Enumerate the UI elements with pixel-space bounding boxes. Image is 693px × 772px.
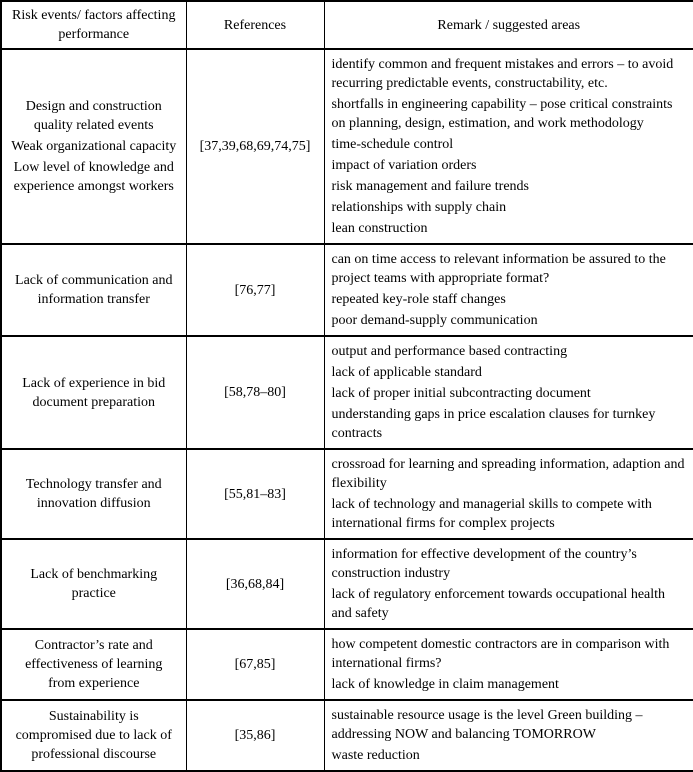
remark: how competent domestic contractors are in comparison with international firms?: [331, 637, 670, 671]
table-row: [1, 244, 693, 336]
remark: lean construction: [331, 221, 428, 236]
remark: sustainable resource usage is the level Green building – addressing NOW and balancing TOMORROW: [331, 708, 643, 742]
remarks-cell: [324, 629, 693, 700]
references-cell: [35,86]: [186, 700, 324, 771]
risk-factors-cell: [1, 336, 186, 449]
remarks-cell: [324, 244, 693, 336]
table-row: [1, 700, 693, 771]
risk-factor: Sustainability is compromised due to lack of professional discourse: [15, 709, 172, 762]
header-references: References: [186, 1, 324, 49]
risk-factors-cell: [1, 244, 186, 336]
remark: identify common and frequent mistakes and errors – to avoid recurring predictable events, constructability, etc.: [331, 57, 674, 91]
references-cell: [58,78–80]: [186, 336, 324, 449]
remark: repeated key-role staff changes: [331, 292, 506, 307]
references-cell: [36,68,84]: [186, 539, 324, 629]
risk-factor: Lack of benchmarking practice: [30, 567, 158, 601]
remark: can on time access to relevant information be assured to the project teams with appropriate format?: [331, 252, 666, 286]
table-row: [1, 449, 693, 539]
remark: information for effective development of the country’s construction industry: [331, 547, 637, 581]
remark: waste reduction: [331, 748, 420, 763]
table-row: [1, 539, 693, 629]
remark: crossroad for learning and spreading information, adaption and flexibility: [331, 457, 685, 491]
header-remarks: Remark / suggested areas: [324, 1, 693, 49]
risk-factors-cell: [1, 629, 186, 700]
remark: output and performance based contracting: [331, 344, 568, 359]
remark: time-schedule control: [331, 137, 454, 152]
risk-factors-cell: [1, 49, 186, 244]
remark: risk management and failure trends: [331, 179, 529, 194]
remark: relationships with supply chain: [331, 200, 507, 215]
risk-factor: Design and construction quality related events: [25, 99, 162, 133]
remark: impact of variation orders: [331, 158, 477, 173]
remark: poor demand-supply communication: [331, 313, 538, 328]
remark: lack of proper initial subcontracting document: [331, 386, 591, 401]
remarks-cell: [324, 449, 693, 539]
remarks-cell: [324, 49, 693, 244]
risk-factor: Lack of communication and information transfer: [15, 273, 173, 307]
remarks-cell: [324, 336, 693, 449]
header-risk-events: Risk events/ factors affecting performance: [1, 1, 186, 49]
table-row: [1, 629, 693, 700]
remark: lack of technology and managerial skills to compete with international firms for complex projects: [331, 497, 652, 531]
risk-factors-cell: [1, 449, 186, 539]
risk-factors-cell: [1, 700, 186, 771]
references-cell: [76,77]: [186, 244, 324, 336]
risk-factor: Weak organizational capacity: [11, 139, 177, 154]
risk-factors-cell: [1, 539, 186, 629]
risk-factor: Lack of experience in bid document preparation: [22, 375, 166, 410]
table-header-row: [1, 1, 693, 49]
remarks-cell: [324, 539, 693, 629]
references-cell: [37,39,68,69,74,75]: [186, 49, 324, 244]
references-cell: [67,85]: [186, 629, 324, 700]
remarks-cell: [324, 700, 693, 771]
remark: understanding gaps in price escalation clauses for turnkey contracts: [331, 407, 656, 441]
remark: shortfalls in engineering capability – pose critical constraints on planning, design, estimation, and work methodology: [331, 97, 673, 131]
references-cell: [55,81–83]: [186, 449, 324, 539]
remark: lack of regulatory enforcement towards occupational health and safety: [331, 587, 666, 621]
remark: lack of applicable standard: [331, 365, 482, 380]
table-row: [1, 336, 693, 449]
remark: lack of knowledge in claim management: [331, 677, 559, 692]
table-row: [1, 49, 693, 244]
risk-factor: Technology transfer and innovation diffusion: [25, 477, 162, 511]
risk-factor: Contractor’s rate and effectiveness of learning from experience: [25, 638, 163, 691]
risk-factor: Low level of knowledge and experience amongst workers: [13, 160, 174, 194]
